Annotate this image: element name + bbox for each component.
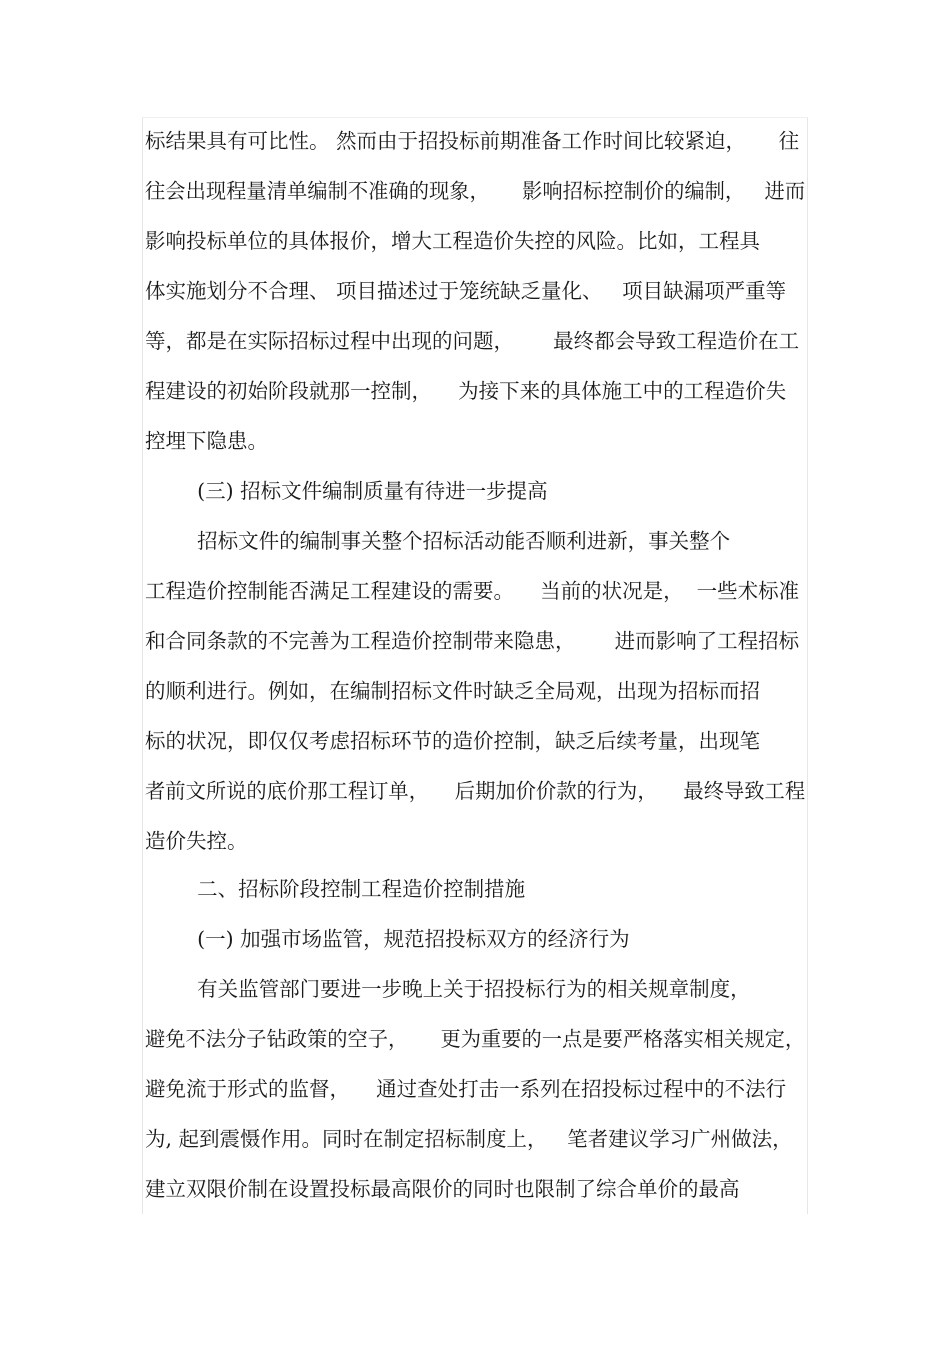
- text-line: 的顺利进行。例如，在编制招标文件时缺乏全局观，出现为招标而招: [145, 679, 760, 703]
- text-line: 标结果具有可比性。 然而由于招投标前期准备工作时间比较紧迫， 往: [145, 129, 800, 153]
- text-line: 招标文件的编制事关整个招标活动能否顺利进新，事关整个: [145, 529, 731, 553]
- text-line: 避免流于形式的监督， 通过查处打击一系列在招投标过程中的不法行: [145, 1077, 787, 1101]
- text-line: 控埋下隐患。: [145, 429, 268, 453]
- text-line: 和合同条款的不完善为工程造价控制带来隐患， 进而影响了工程招标: [145, 629, 800, 653]
- text-line: 程建设的初始阶段就那一控制， 为接下来的具体施工中的工程造价失: [145, 379, 787, 403]
- text-line: 造价失控。: [145, 829, 248, 853]
- text-line: 避免不法分子钻政策的空子， 更为重要的一点是要严格落实相关规定，: [145, 1027, 806, 1051]
- text-line: 者前文所说的底价那工程订单， 后期加价价款的行为， 最终导致工程: [145, 779, 806, 803]
- text-line: 体实施划分不合理、 项目描述过于笼统缺乏量化、 项目缺漏项严重等: [145, 279, 787, 303]
- text-line: 建立双限价制在设置投标最高限价的同时也限制了综合单价的最高: [145, 1177, 740, 1201]
- text-line: 等，都是在实际招标过程中出现的问题， 最终都会导致工程造价在工: [145, 329, 800, 353]
- text-line: 工程造价控制能否满足工程建设的需要。 当前的状况是， 一些术标准: [145, 579, 800, 603]
- text-line: 有关监管部门要进一步晚上关于招投标行为的相关规章制度，: [145, 977, 751, 1001]
- section-heading: 二、招标阶段控制工程造价控制措施: [145, 877, 526, 901]
- text-line: 标的状况，即仅仅考虑招标环节的造价控制，缺乏后续考量，出现笔: [145, 729, 760, 753]
- section-heading: (一) 加强市场监管，规范招投标双方的经济行为: [145, 927, 630, 951]
- text-line: 往会出现程量清单编制不准确的现象， 影响招标控制价的编制， 进而: [145, 179, 806, 203]
- text-line: 为, 起到震慑作用。同时在制定招标制度上， 笔者建议学习广州做法，: [145, 1127, 793, 1151]
- text-line: 影响投标单位的具体报价，增大工程造价失控的风险。比如，工程具: [145, 229, 760, 253]
- section-heading: (三) 招标文件编制质量有待进一步提高: [145, 479, 548, 503]
